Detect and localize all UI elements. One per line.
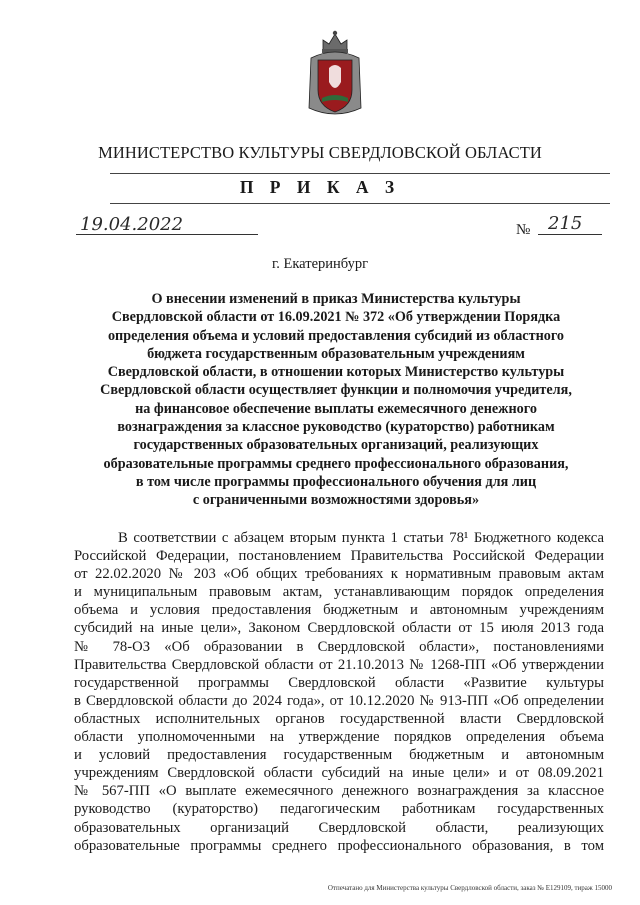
subject-line: вознаграждения за классное руководство (кураторство) работникам	[117, 419, 555, 436]
subject-line: Свердловской области осуществляет функции и полномочия учредителя,	[100, 382, 572, 399]
subject-line: образовательные программы среднего профессионального образования,	[103, 455, 569, 472]
subject-line: Свердловской области от 16.09.2021 № 372 «Об утверждении Порядка	[111, 309, 561, 326]
header-rule-bottom	[110, 203, 610, 204]
subject-line: на финансовое обеспечение выплаты ежемесячного денежного	[135, 400, 537, 417]
subject-line: определения объема и условий предоставления субсидий из областного	[107, 327, 565, 344]
body-line: Правительства Свердловской области от 21.10.2013 № 1268-ПП «Об утверждении	[74, 656, 604, 673]
body-line: Российской Федерации, постановлением Правительства Российской Федерации	[74, 548, 604, 565]
body-line: образовательных организаций Свердловской области, реализующих	[74, 819, 604, 836]
body-line: объема и условия предоставления бюджетным и автономным учреждениям	[74, 602, 604, 619]
body-line: области уполномоченными на утверждение порядков определения объема	[74, 729, 604, 746]
body-line: в Свердловской области до 2024 года», от 10.12.2020 № 913-ПП «Об определении	[74, 692, 604, 709]
subject-line: в том числе программы профессионального обучения для лиц	[135, 473, 537, 490]
body-line: руководство (кураторство) педагогическим работникам государственных	[74, 801, 604, 818]
subject-line: с ограниченными возможностями здоровья»	[192, 492, 480, 509]
body-line: от 22.02.2020 № 203 «Об общих требованиях к нормативным правовым актам	[74, 566, 604, 583]
coat-of-arms-icon	[305, 28, 365, 120]
body-line: В соответствии с абзацем вторым пункта 1 статьи 78¹ Бюджетного кодекса	[118, 530, 604, 546]
body-line: и муниципальным правовым актам, устанавливающим порядок определения	[74, 584, 604, 601]
subject-line: Свердловской области, в отношении которых Министерство культуры	[107, 364, 565, 381]
subject-line: О внесении изменений в приказ Министерства культуры	[151, 291, 521, 307]
subject-line: государственных образовательных организаций, реализующих	[133, 437, 539, 454]
body-line: № 78-ОЗ «Об образовании в Свердловской области», постановлениями	[74, 638, 604, 655]
date-underline	[76, 234, 258, 235]
order-number: 215	[548, 213, 583, 234]
body-line: и условий предоставления государственным бюджетным и автономным	[74, 747, 604, 764]
header-rule-top	[110, 173, 610, 174]
number-sign: №	[516, 222, 531, 238]
document-type: П Р И К А З	[239, 177, 401, 197]
order-subject	[96, 290, 576, 510]
body-line: областных исполнительных органов государственной власти Свердловской	[74, 710, 604, 727]
number-underline	[538, 234, 602, 235]
body-line: государственной программы Свердловской области «Развитие культуры	[74, 674, 604, 691]
subject-line: бюджета государственным образовательным учреждениям	[147, 345, 525, 362]
body-line: учреждениям Свердловской области субсидий на иные цели» и от 08.09.2021	[74, 765, 604, 782]
order-date: 19.04.2022	[80, 214, 184, 235]
body-paragraph	[74, 529, 604, 855]
body-line: субсидий на иные цели», Законом Свердловской области от 15 июля 2013 года	[74, 620, 604, 637]
body-line: № 567-ПП «О выплате ежемесячного денежного вознаграждения за классное	[74, 783, 604, 800]
city: г. Екатеринбург	[271, 256, 369, 272]
ministry-name: МИНИСТЕРСТВО КУЛЬТУРЫ СВЕРДЛОВСКОЙ ОБЛАСТИ	[98, 143, 542, 162]
body-line: образовательные программы среднего профессионального образования, в том	[74, 837, 604, 854]
print-footer: Отпечатано для Министерства культуры Свердловской области, заказ № Е129109, тираж 15000	[327, 884, 612, 892]
